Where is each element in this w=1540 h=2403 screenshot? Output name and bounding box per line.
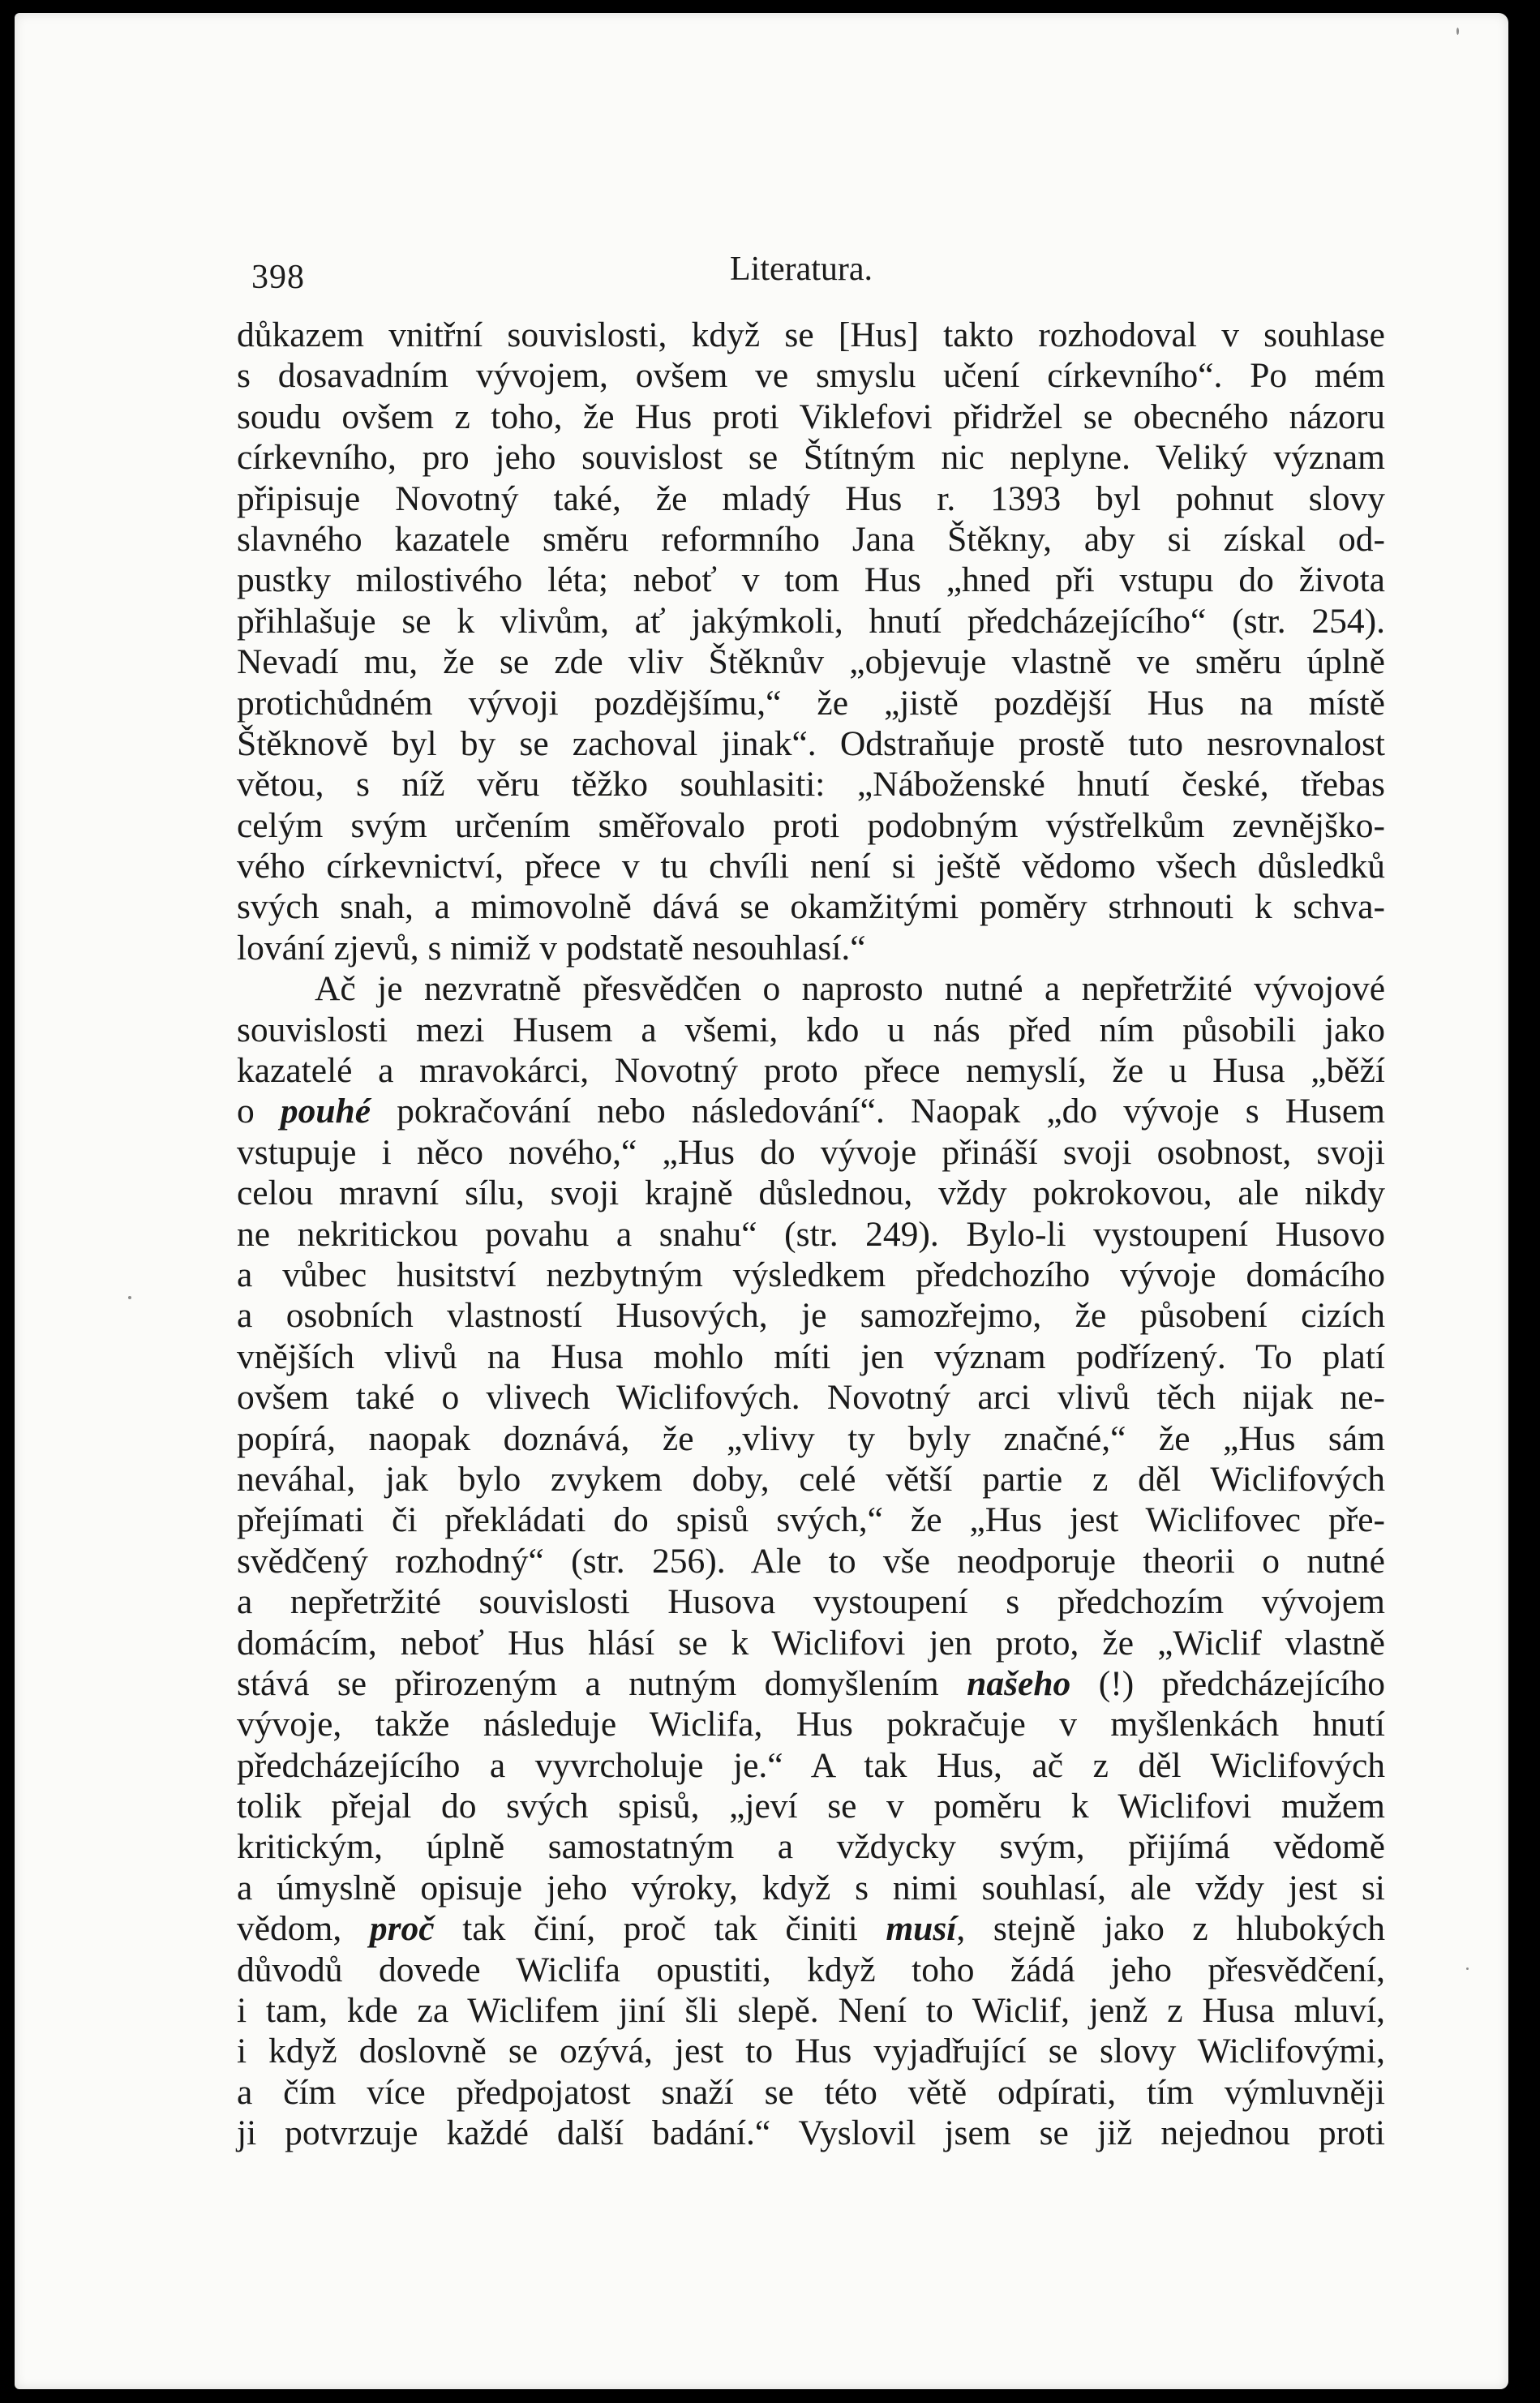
text-run: vědom, bbox=[237, 1909, 370, 1949]
text-line: důvodů dovede Wiclifa opustiti, když toho žádá jeho přesvědčení, bbox=[237, 1950, 1385, 1989]
text-line: důkazem vnitřní souvislosti, když se [Hus] takto rozhodoval v souhlase bbox=[237, 315, 1385, 354]
dust-speck bbox=[1456, 28, 1459, 35]
text-line: popírá, naopak doznává, že „vlivy ty byly značné,“ že „Hus sám bbox=[237, 1418, 1385, 1458]
text-line: neváhal, jak bylo zvykem doby, celé větší partie z děl Wiclifových bbox=[237, 1459, 1385, 1499]
running-title: Literatura. bbox=[730, 251, 873, 288]
text-line: Štěknově byl by se zachoval jinak“. Odstraňuje prostě tuto nesrovnalost bbox=[237, 723, 1385, 763]
text-run: o bbox=[237, 1092, 281, 1131]
text-line: souvislosti mezi Husem a všemi, kdo u nás před ním působili jako bbox=[237, 1010, 1385, 1049]
text-line: kritickým, úplně samostatným a vždycky svým, přijímá vědomě bbox=[237, 1827, 1385, 1867]
text-line: s dosavadním vývojem, ovšem ve smyslu učení církevního“. Po mém bbox=[237, 356, 1385, 396]
text-line: vstupuje i něco nového,“ „Hus do vývoje přináší svoji osobnost, svoji bbox=[237, 1132, 1385, 1172]
text-line: a úmyslně opisuje jeho výroky, když s nimi souhlasí, ale vždy jest si bbox=[237, 1868, 1385, 1907]
text-line: svědčený rozhodný“ (str. 256). Ale to vše neodporuje theorii o nutné bbox=[237, 1541, 1385, 1581]
text-line: soudu ovšem z toho, že Hus proti Viklefovi přidržel se obecného názoru bbox=[237, 397, 1385, 436]
text-line: pustky milostivého léta; neboť v tom Hus „hned při vstupu do života bbox=[237, 560, 1385, 600]
text-line bbox=[237, 1091, 1385, 1131]
text-line: svých snah, a mimovolně dává se okamžitými poměry strhnouti k schva- bbox=[237, 887, 1385, 927]
text-line: ji potvrzuje každé další badání.“ Vyslovil jsem se již nejednou proti bbox=[237, 2113, 1385, 2153]
text-line: větou, s níž věru těžko souhlasiti: „Náboženské hnutí české, třebas bbox=[237, 765, 1385, 805]
text-line: předcházejícího a vyvrcholuje je.“ A tak Hus, ač z děl Wiclifových bbox=[237, 1745, 1385, 1785]
text-line: Nevadí mu, že se zde vliv Štěknův „objevuje vlastně ve směru úplně bbox=[237, 642, 1385, 682]
text-run: (!) předcházejícího bbox=[1070, 1663, 1386, 1703]
text-line: ne nekritickou povahu a snahu“ (str. 249). Bylo-li vystoupení Husovo bbox=[237, 1214, 1385, 1254]
text-line: a osobních vlastností Husových, je samozřejmo, že působení cizích bbox=[237, 1296, 1385, 1336]
text-line: protichůdném vývoji pozdějšímu,“ že „jistě pozdější Hus na místě bbox=[237, 683, 1385, 723]
text-line: ovšem také o vlivech Wiclifových. Novotný arci vlivů těch nijak ne- bbox=[237, 1378, 1385, 1418]
page-number: 398 bbox=[251, 259, 305, 296]
paragraph bbox=[237, 315, 1385, 968]
paragraph bbox=[237, 968, 1385, 2153]
text-line: tolik přejal do svých spisů, „jeví se v poměru k Wiclifovi mužem bbox=[237, 1787, 1385, 1826]
emphasis: pouhé bbox=[280, 1092, 371, 1131]
text-line: domácím, neboť Hus hlásí se k Wiclifovi jen proto, že „Wiclif vlastně bbox=[237, 1623, 1385, 1663]
text-line: vého církevnictví, přece v tu chvíli není si ještě vědomo všech důsledků bbox=[237, 847, 1385, 886]
text-line: kazatelé a mravokárci, Novotný proto přece nemyslí, že u Husa „běží bbox=[237, 1051, 1385, 1091]
text-line: vývoje, takže následuje Wiclifa, Hus pokračuje v myšlenkách hnutí bbox=[237, 1705, 1385, 1744]
text-run: stává se přirozeným a nutným domyšlením bbox=[237, 1663, 967, 1703]
text-line: a čím více předpojatost snaží se této větě odpírati, tím výmluvněji bbox=[237, 2072, 1385, 2112]
text-line: i když doslovně se ozývá, jest to Hus vyjadřující se slovy Wiclifovými, bbox=[237, 2032, 1385, 2071]
body-text bbox=[237, 315, 1385, 2154]
emphasis: proč bbox=[369, 1909, 435, 1949]
page-header bbox=[251, 250, 1400, 298]
text-line: a vůbec husitství nezbytným výsledkem předchozího vývoje domácího bbox=[237, 1255, 1385, 1294]
text-line: celým svým určením směřovalo proti podobným výstřelkům zevnějško- bbox=[237, 805, 1385, 845]
text-run: tak činí, proč tak činiti bbox=[434, 1909, 886, 1949]
text-run: , stejně jako z hlubokých bbox=[956, 1909, 1385, 1949]
text-line: a nepřetržité souvislosti Husova vystoupení s předchozím vývojem bbox=[237, 1582, 1385, 1622]
text-line bbox=[237, 1663, 1385, 1704]
text-line: celou mravní sílu, svoji krajně důslednou, vždy pokrokovou, ale nikdy bbox=[237, 1174, 1385, 1213]
emphasis: našeho bbox=[967, 1663, 1071, 1703]
emphasis: musí bbox=[886, 1909, 957, 1949]
text-line: Ač je nezvratně přesvědčen o naprosto nutné a nepřetržité vývojové bbox=[315, 969, 1385, 1009]
dust-speck bbox=[1466, 1967, 1469, 1970]
text-line: lování zjevů, s nimiž v podstatě nesouhlasí.“ bbox=[237, 928, 866, 968]
text-line: vnějších vlivů na Husa mohlo míti jen význam podřízený. To platí bbox=[237, 1337, 1385, 1376]
dust-speck bbox=[128, 1296, 131, 1299]
text-run: pokračování nebo následování“. Naopak „do vývoje s Husem bbox=[371, 1092, 1386, 1131]
text-line bbox=[237, 1908, 1385, 1949]
text-line: přejímati či překládati do spisů svých,“ že „Hus jest Wiclifovec pře- bbox=[237, 1500, 1385, 1540]
text-line: i tam, kde za Wiclifem jiní šli slepě. Není to Wiclif, jenž z Husa mluví, bbox=[237, 1991, 1385, 2031]
text-line: připisuje Novotný také, že mladý Hus r. 1393 byl pohnut slovy bbox=[237, 478, 1385, 518]
text-line: přihlašuje se k vlivům, ať jakýmkoli, hnutí předcházejícího“ (str. 254). bbox=[237, 601, 1385, 641]
text-line: církevního, pro jeho souvislost se Štítným nic neplyne. Veliký význam bbox=[237, 438, 1385, 478]
text-line: slavného kazatele směru reformního Jana Štěkny, aby si získal od- bbox=[237, 519, 1385, 559]
